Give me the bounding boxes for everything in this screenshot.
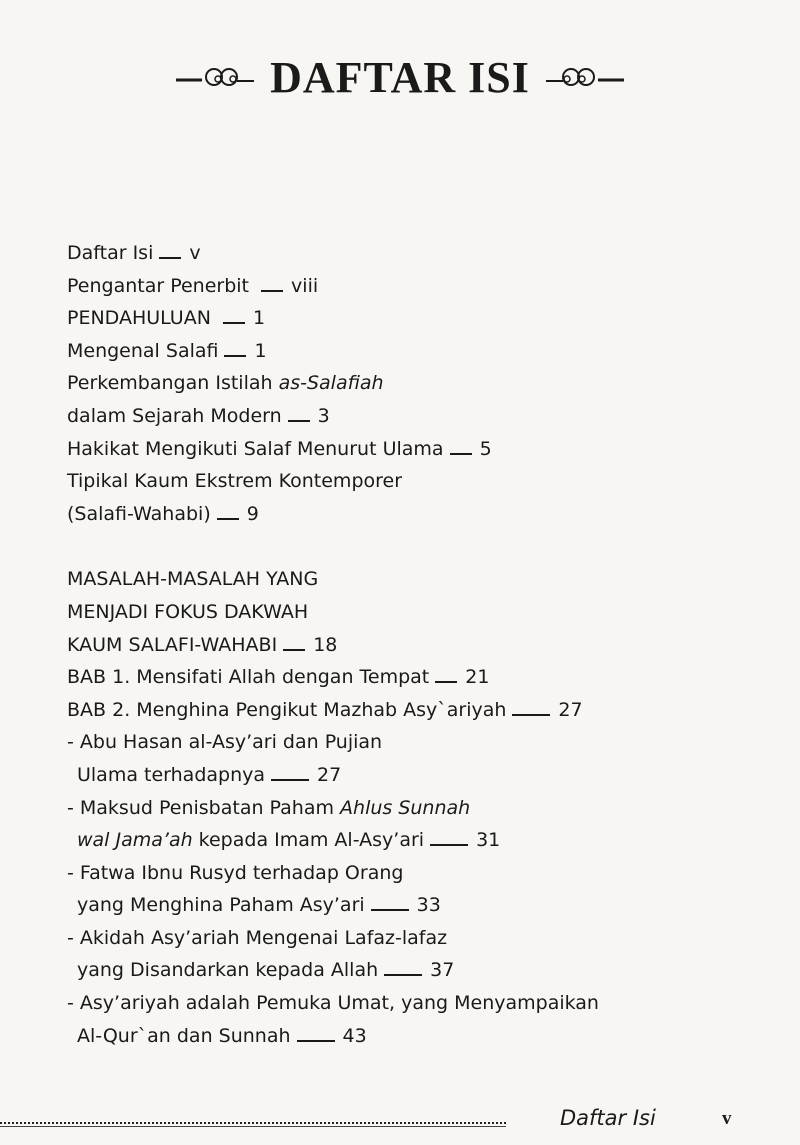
- toc-entry: - Fatwa Ibnu Rusyd terhadap Orang: [67, 861, 404, 884]
- toc-entry: Hakikat Mengikuti Salaf Menurut Ulama 5: [67, 437, 492, 460]
- toc-entry: dalam Sejarah Modern 3: [67, 404, 330, 427]
- toc-entry: BAB 2. Menghina Pengikut Mazhab Asy`ariyah 27: [67, 698, 583, 721]
- footer-title: Daftar Isi: [560, 1106, 656, 1130]
- toc-entry: Daftar Isi v: [67, 242, 201, 264]
- page-number: v: [722, 1108, 732, 1129]
- toc-entry: Ulama terhadapnya 27: [77, 763, 342, 786]
- toc-entry: PENDAHULUAN 1: [67, 307, 266, 330]
- footer-divider: [0, 1126, 506, 1127]
- toc-entry: Al-Qur`an dan Sunnah 43: [77, 1024, 367, 1047]
- toc-entry: yang Menghina Paham Asy’ari 33: [77, 894, 441, 917]
- toc-entry: Pengantar Penerbit viii: [67, 274, 319, 297]
- toc-entry: - Asy’ariyah adalah Pemuka Umat, yang Menyampaikan: [67, 992, 599, 1015]
- page-footer: [0, 1104, 800, 1140]
- toc-entry: MASALAH-MASALAH YANG: [67, 568, 319, 591]
- toc-entry: - Abu Hasan al-Asy’ari dan Pujian: [67, 731, 383, 754]
- toc-entry: MENJADI FOKUS DAKWAH: [67, 600, 309, 623]
- toc-entry: wal Jama’ah kepada Imam Al-Asy’ari 31: [77, 829, 501, 852]
- toc-entry: BAB 1. Mensifati Allah dengan Tempat 21: [67, 666, 490, 689]
- toc-entry: Perkembangan Istilah as-Salafiah: [67, 372, 384, 395]
- page-header: [0, 52, 800, 103]
- toc-entry: yang Disandarkan kepada Allah 37: [77, 959, 455, 982]
- right-ornament-icon: [544, 66, 626, 90]
- left-ornament-icon: [174, 66, 256, 90]
- table-of-contents: [67, 237, 747, 1052]
- toc-entry: - Akidah Asy’ariah Mengenai Lafaz-lafaz: [67, 926, 448, 949]
- toc-entry: - Maksud Penisbatan Paham Ahlus Sunnah: [67, 796, 471, 819]
- footer-divider: [0, 1122, 506, 1124]
- toc-entry: Mengenal Salafi 1: [67, 339, 267, 362]
- toc-entry: (Salafi-Wahabi) 9: [67, 502, 259, 525]
- toc-entry: Tipikal Kaum Ekstrem Kontemporer: [67, 470, 403, 493]
- toc-entry: KAUM SALAFI-WAHABI 18: [67, 633, 338, 656]
- page-title: DAFTAR ISI: [270, 53, 530, 102]
